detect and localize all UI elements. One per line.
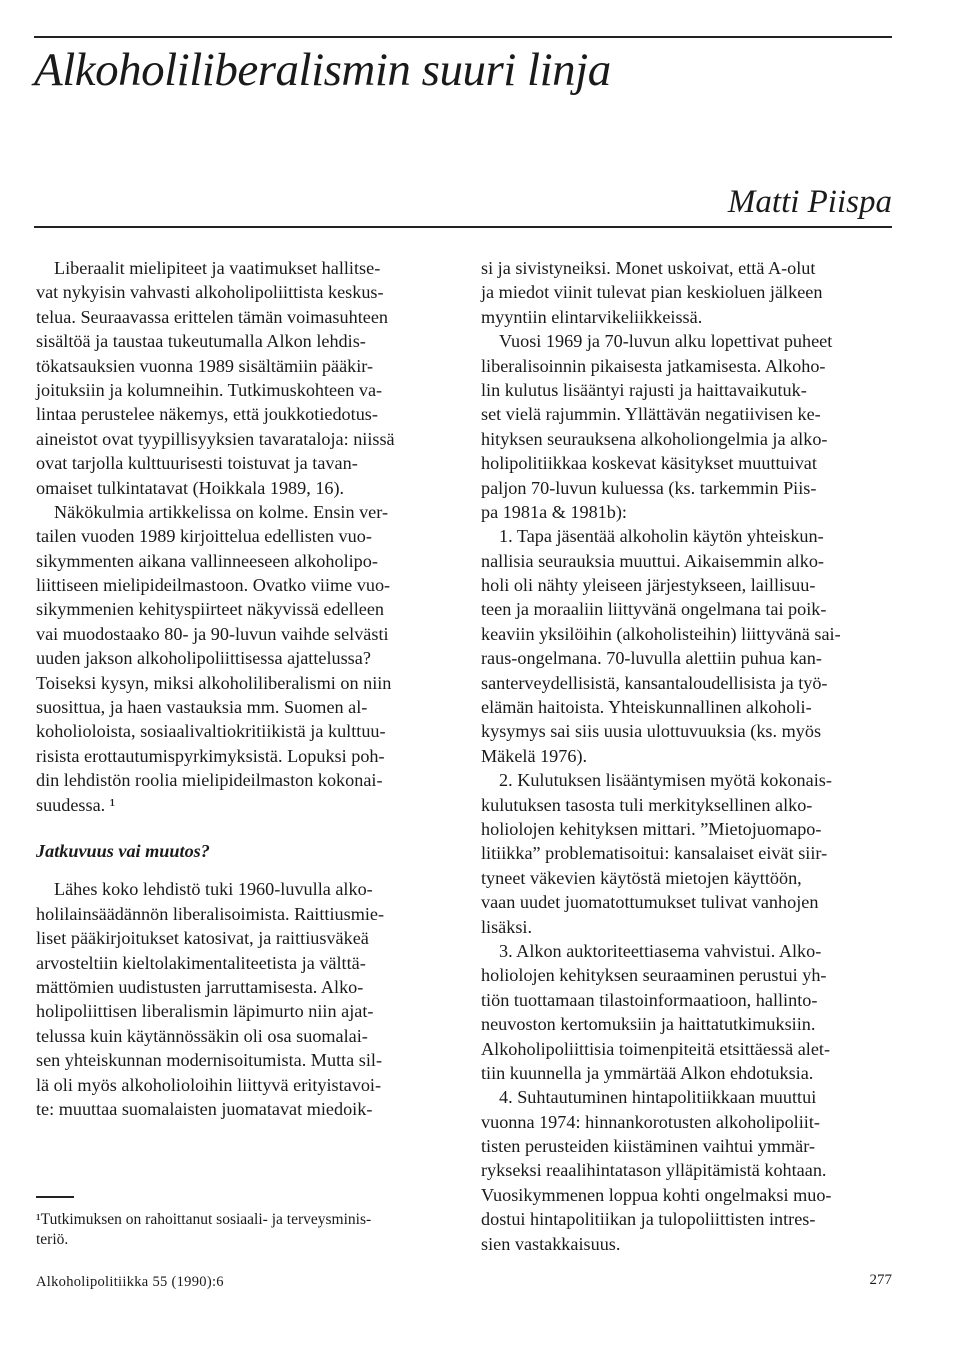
text-line: holilainsäädännön liberalisoimista. Raittiusmie- bbox=[36, 903, 385, 924]
text-line: tailen vuoden 1989 kirjoittelua edellisten vuo- bbox=[36, 526, 372, 547]
text-line: raus-ongelmana. 70-luvulla alettiin puhua kan- bbox=[481, 648, 822, 669]
text-line: 2. Kulutuksen lisääntymisen myötä kokonais- bbox=[499, 770, 832, 791]
text-line: lintaa perustelee näkemys, että joukkotiedotus- bbox=[36, 404, 378, 425]
text-line: lin kulutus lisääntyi rajusti ja haittavaikutuk- bbox=[481, 379, 807, 400]
text-line: Näkökulmia artikkelissa on kolme. Ensin ver- bbox=[54, 501, 389, 522]
text-line: ovat tarjolla kulttuurisesti toistuvat ja tavan- bbox=[36, 453, 358, 474]
text-line: mättömien uudistusten jarruttamisesta. Alko- bbox=[36, 976, 364, 997]
text-line: nallisia seurauksia muuttui. Aikaisemmin alko- bbox=[481, 550, 824, 571]
text-line: Liberaalit mielipiteet ja vaatimukset hallitse- bbox=[54, 258, 381, 278]
text-line: 3. Alkon auktoriteettiasema vahvistui. Alko- bbox=[499, 940, 822, 961]
footnote-line: ¹Tutkimuksen on rahoittanut sosiaali- ja terveysminis- bbox=[36, 1211, 372, 1228]
text-line: holiolojen kehityksen seuraaminen perustui yh- bbox=[481, 965, 827, 986]
top-rule bbox=[34, 36, 892, 38]
text-line: dostui hintapolitiikan ja tulopoliittisten intres- bbox=[481, 1209, 816, 1230]
text-line: Alkoholipoliittisia toimenpiteitä etsittäessä alet- bbox=[481, 1038, 831, 1059]
text-line: suudessa. ¹ bbox=[36, 794, 116, 815]
paragraph-gap bbox=[36, 863, 448, 877]
text-line: holi oli nähty yleiseen järjestykseen, laillisuu- bbox=[481, 575, 816, 596]
page-number: 277 bbox=[869, 1272, 892, 1288]
text-line: si ja sivistyneiksi. Monet uskoivat, että A-olut bbox=[481, 258, 816, 278]
text-line: holipoliittisen liberalismin läpimurto niin ajat- bbox=[36, 1001, 374, 1022]
text-line: telua. Seuraavassa erittelen tämän voimasuhteen bbox=[36, 306, 388, 327]
text-line: ja miedot viinit tulevat pian keskioluen jälkeen bbox=[481, 282, 823, 303]
text-line: uuden jakson alkoholipoliittisessa ajattelussa? bbox=[36, 648, 371, 669]
text-line: Mäkelä 1976). bbox=[481, 745, 588, 766]
text-line: elämän haitoista. Yhteiskunnallinen alkoholi- bbox=[481, 697, 812, 718]
text-line: litiikka” problematisoitui: kansalaiset eivät siir- bbox=[481, 843, 828, 864]
text-line: Vuosikymmenen loppua kohti ongelmaksi muo- bbox=[481, 1184, 832, 1205]
text-line: sisältöä ja taustaa tukeutumalla Alkon lehdis- bbox=[36, 331, 366, 352]
text-line: risista erottautumispyrkimyksistä. Lopuksi poh- bbox=[36, 745, 385, 766]
text-line: telussa kuin käytännössäkin oli osa suomalai- bbox=[36, 1025, 368, 1046]
text-line: kysymys sai siis uusia ulottuvuuksia (ks. myös bbox=[481, 721, 822, 742]
section-heading: Jatkuvuus vai muutos? bbox=[36, 840, 210, 861]
text-line: sikymmenten aikana vallinneeseen alkoholipo- bbox=[36, 550, 378, 571]
text-line: holipolitiikkaa koskevat käsitykset muuttuivat bbox=[481, 453, 817, 474]
text-line: vaan uudet juomatottumukset tulivat vanhojen bbox=[481, 892, 819, 913]
text-line: sen yhteiskunnan modernisoitumista. Mutta sil- bbox=[36, 1050, 383, 1071]
text-line: Vuosi 1969 ja 70-luvun alku lopettivat puheet bbox=[499, 331, 833, 352]
text-line: sien vastakkaisuus. bbox=[481, 1233, 621, 1254]
text-line: liberalisoinnin pikaisesta jatkamisesta. Alkoho- bbox=[481, 355, 826, 376]
text-line: kulutuksen tasosta tuli merkityksellinen alko- bbox=[481, 794, 813, 815]
text-line: vai muodostaako 80- ja 90-luvun vaihde selvästi bbox=[36, 623, 389, 644]
left-text-column bbox=[36, 256, 448, 1121]
text-line: sikymmenien kehityspiirteet näkyvissä edelleen bbox=[36, 599, 384, 620]
text-line: paljon 70-luvun kuluessa (ks. tarkemmin Piis- bbox=[481, 477, 817, 498]
text-line: holiolojen kehityksen mittari. ”Mietojuomapo- bbox=[481, 818, 822, 839]
text-line: Lähes koko lehdistö tuki 1960-luvulla alko- bbox=[54, 879, 373, 900]
text-line: teen ja moraaliin liittyvänä ongelmana tai poik- bbox=[481, 599, 827, 620]
text-line: vat nykyisin vahvasti alkoholipoliittista keskus- bbox=[36, 282, 384, 303]
text-line: lä oli myös alkoholioloihin liittyvä erityistavoi- bbox=[36, 1074, 382, 1095]
footnote-separator bbox=[36, 1196, 74, 1198]
article-title: Alkoholiliberalismin suuri linja bbox=[34, 44, 611, 96]
text-line: suosittua, ja haen vastauksia mm. Suomen al- bbox=[36, 697, 368, 718]
text-line: din lehdistön roolia mielipideilmaston kokonai- bbox=[36, 770, 383, 791]
text-line: pa 1981a & 1981b): bbox=[481, 501, 627, 522]
author-name: Matti Piispa bbox=[727, 184, 892, 220]
text-line: keaviin yksilöihin (alkoholisteihin) liittyvänä sai- bbox=[481, 623, 841, 644]
text-line: arvosteltiin kieltolakimentaliteetista ja välttä- bbox=[36, 952, 366, 973]
text-line: santerveydellisistä, kansantaloudellisista ja työ- bbox=[481, 672, 828, 693]
text-line: tyneet väkevien käytöstä mietojen käyttöön, bbox=[481, 867, 802, 888]
text-line: 1. Tapa jäsentää alkoholin käytön yhteiskun- bbox=[499, 526, 824, 547]
text-line: rykseksi reaalihintatason ylläpitämistä kohtaan. bbox=[481, 1160, 827, 1181]
text-line: tökatsauksien vuonna 1989 sisältämiin pääkir- bbox=[36, 355, 374, 376]
text-line: omaiset tulkintatavat (Hoikkala 1989, 16). bbox=[36, 477, 345, 498]
journal-citation: Alkoholipolitiikka 55 (1990):6 bbox=[36, 1274, 224, 1290]
text-line: te: muuttaa suomalaisten juomatavat miedoik- bbox=[36, 1098, 373, 1119]
text-line: aineistot ovat tyypillisyyksien tavarataloja: niissä bbox=[36, 428, 395, 449]
text-line: 4. Suhtautuminen hintapolitiikkaan muuttui bbox=[499, 1087, 817, 1108]
text-line: koholioloista, sosiaalivaltiokritiikistä ja kulttuu- bbox=[36, 721, 386, 742]
text-line: Toiseksi kysyn, miksi alkoholiliberalismi on niin bbox=[36, 672, 392, 693]
footnote-line: teriö. bbox=[36, 1231, 69, 1248]
text-line: set vielä rajummin. Yllättävän negatiivisen ke- bbox=[481, 404, 821, 425]
footnote bbox=[36, 1210, 448, 1250]
text-line: tiön tuottamaan tilastoinformaatioon, hallinto- bbox=[481, 989, 818, 1010]
text-line: neuvoston kertomuksiin ja haittatutkimuksiin. bbox=[481, 1014, 816, 1035]
text-line: lisäksi. bbox=[481, 916, 533, 937]
text-line: liset pääkirjoitukset katosivat, ja raittiusväkeä bbox=[36, 928, 369, 949]
text-line: tiin kuunnella ja ymmärtää Alkon ehdotuksia. bbox=[481, 1062, 814, 1083]
text-line: joituksiin ja kolumneihin. Tutkimuskohteen va- bbox=[36, 379, 383, 400]
text-line: myyntiin elintarvikeliikkeissä. bbox=[481, 306, 703, 327]
right-text-column bbox=[481, 256, 893, 1256]
paragraph-gap bbox=[36, 817, 448, 831]
text-line: liittiseen mielipideilmastoon. Ovatko viime vuo- bbox=[36, 575, 391, 596]
text-line: tisten perusteiden kiistäminen vaihtui ymmär- bbox=[481, 1136, 816, 1157]
text-line: vuonna 1974: hinnankorotusten alkoholipoliit- bbox=[481, 1111, 820, 1132]
text-line: hityksen seurauksena alkoholiongelmia ja alko- bbox=[481, 428, 828, 449]
header-rule bbox=[34, 226, 892, 228]
